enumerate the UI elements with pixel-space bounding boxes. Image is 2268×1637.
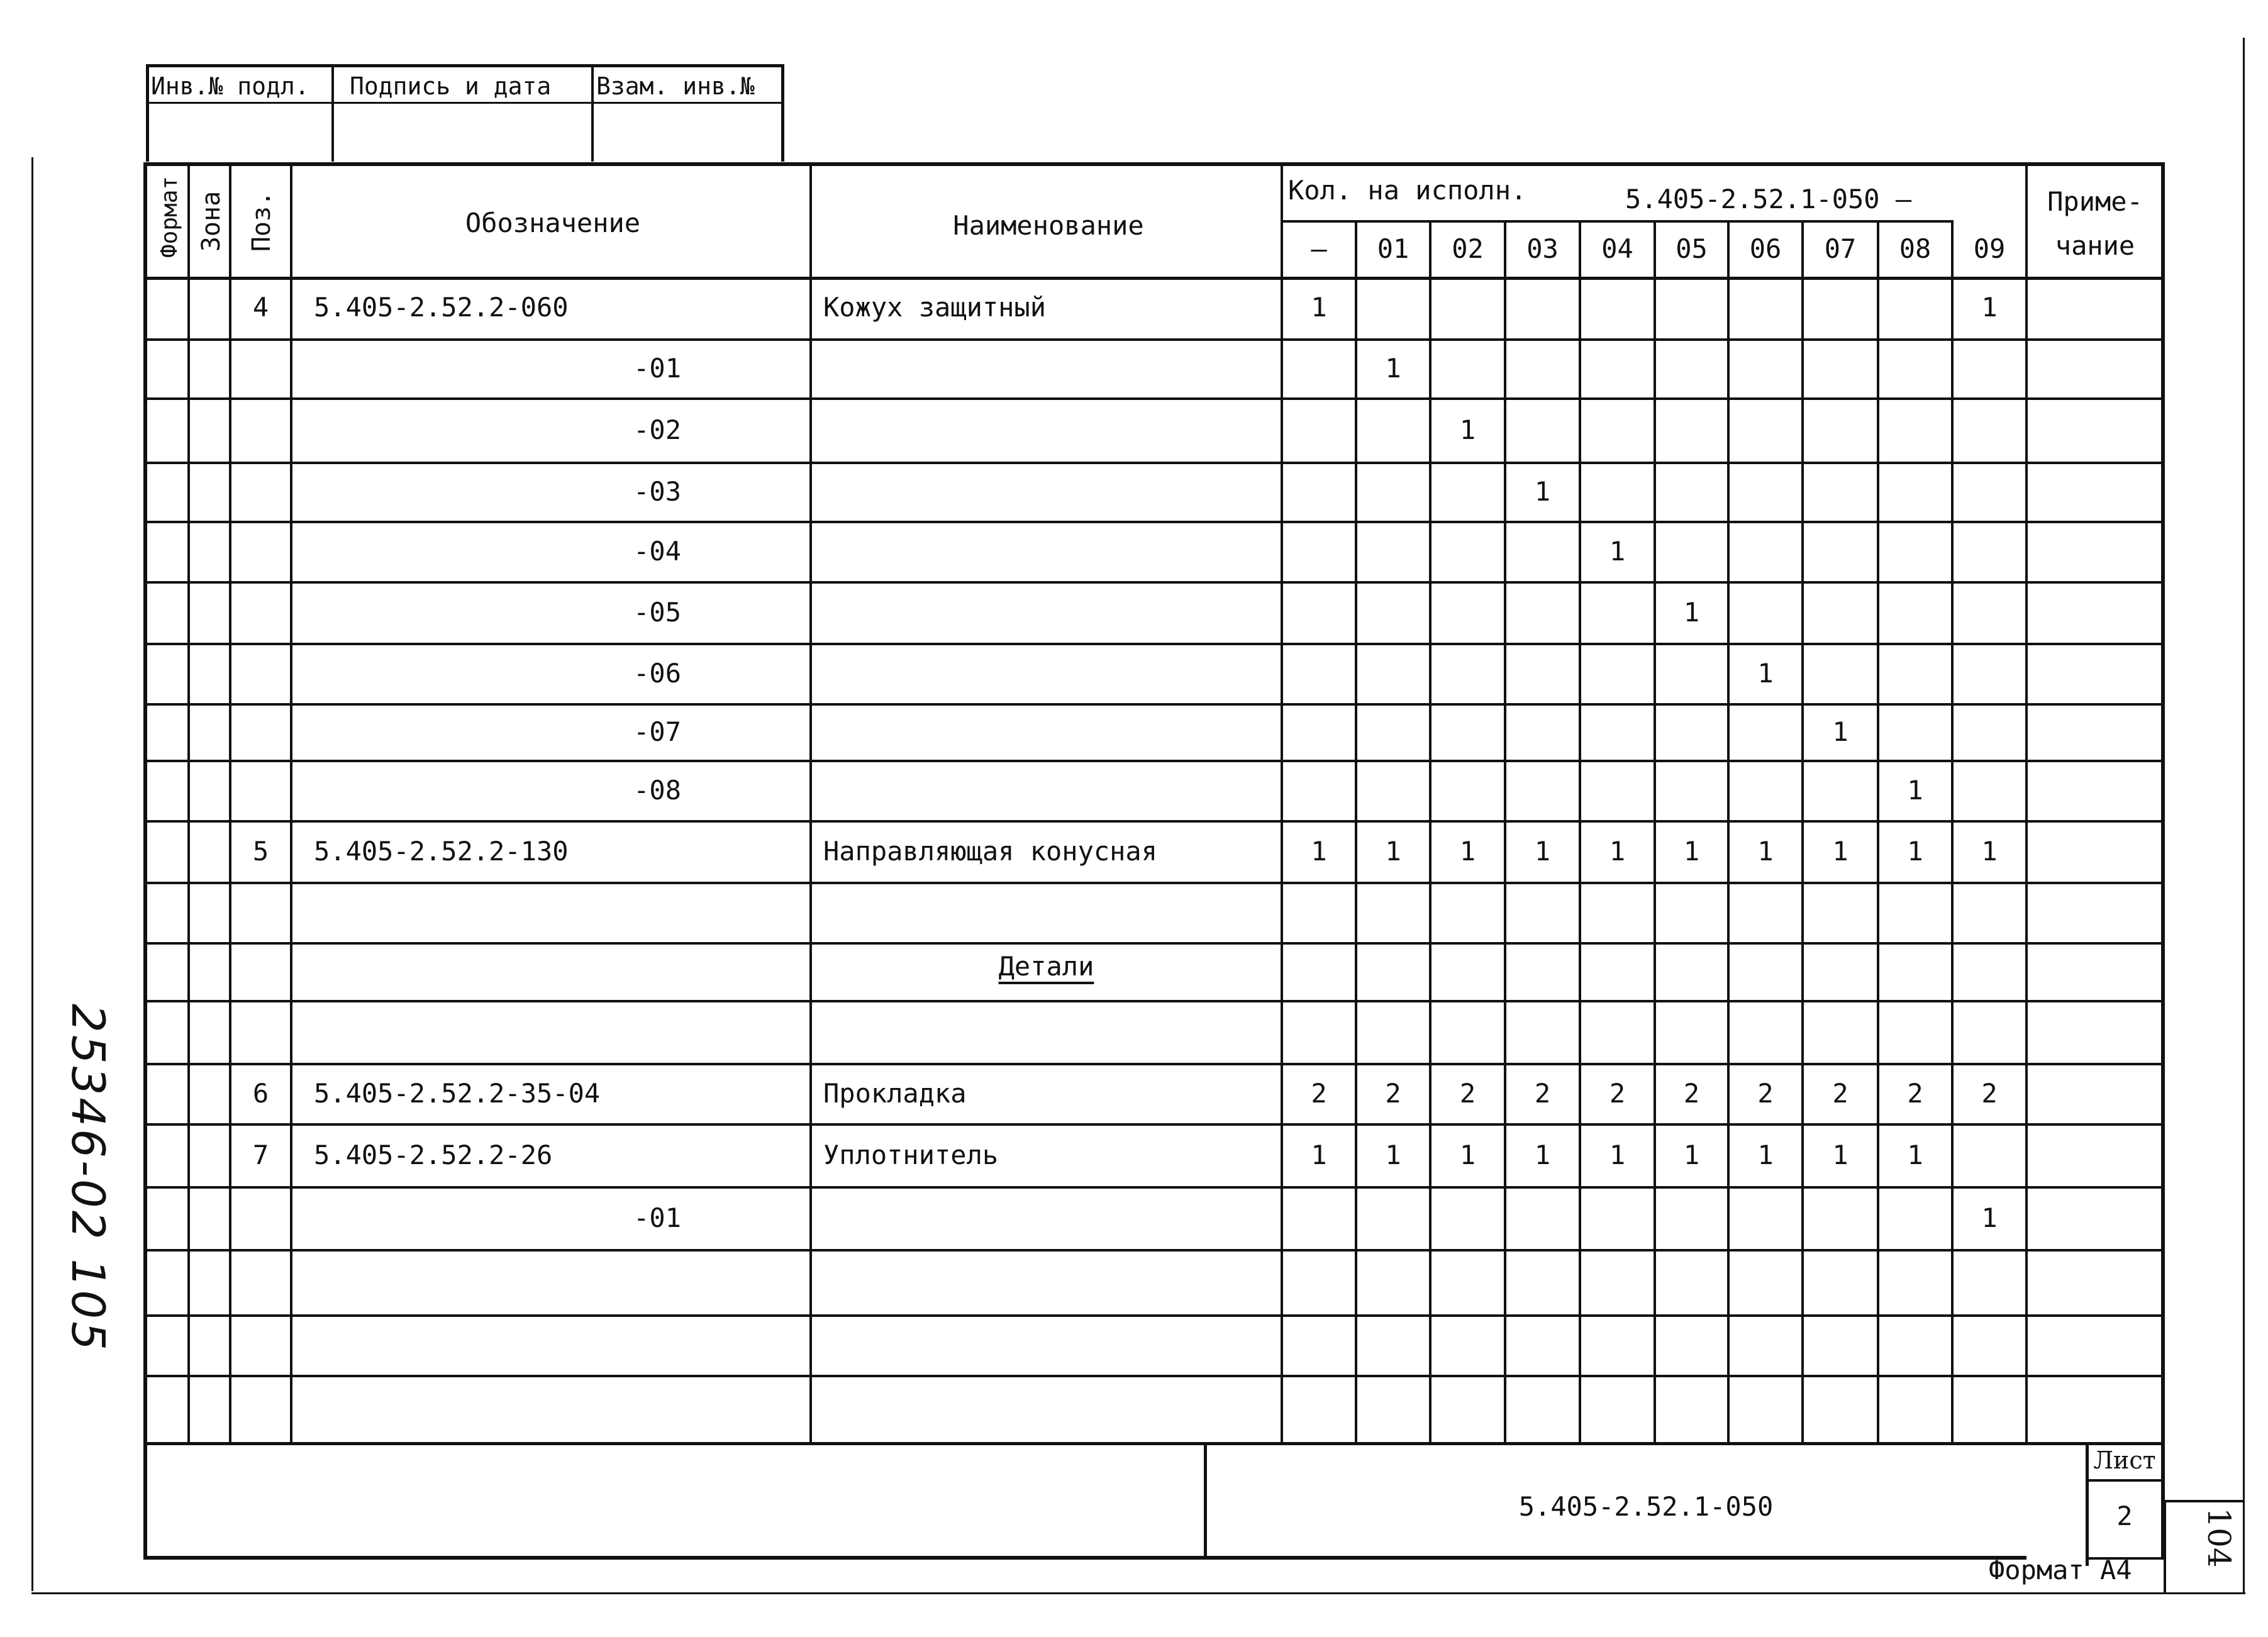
variant-header-line <box>1282 220 1952 223</box>
row-quantity: 1 <box>1683 597 1700 628</box>
frame-bottom <box>143 1556 2026 1560</box>
column-line <box>1727 220 1730 1444</box>
row-poz: 5 <box>252 836 269 867</box>
row-quantity: 2 <box>1459 1078 1476 1109</box>
header-primechanie-1: Приме- <box>2047 186 2143 217</box>
bottom-edge-line <box>31 1592 2245 1594</box>
column-line <box>1579 220 1581 1444</box>
row-quantity: 1 <box>1609 836 1626 867</box>
variant-header-base: – <box>1311 233 1327 264</box>
row-poz: 7 <box>252 1140 269 1170</box>
variant-header-07: 07 <box>1824 233 1857 264</box>
row-oboznachenie: 5.405-2.52.2-060 <box>314 292 569 323</box>
header-oboznachenie: Обозначение <box>465 208 641 238</box>
row-quantity: 1 <box>1534 836 1551 867</box>
title-list-label: Лист <box>2093 1446 2156 1474</box>
column-line <box>2025 162 2028 1444</box>
handwritten-number: 25346-02 105 <box>62 1004 114 1353</box>
stamp-vzam-inv: Взам. инв.№ <box>596 72 755 100</box>
row-quantity: 1 <box>1832 1140 1848 1170</box>
row-naimenovanie: Прокладка <box>823 1078 967 1109</box>
row-quantity: 1 <box>1385 1140 1401 1170</box>
header-format: Формат <box>157 175 182 258</box>
title-list-divider <box>2086 1479 2165 1482</box>
column-line <box>187 162 190 1444</box>
row-line <box>143 1063 2165 1065</box>
header-bottom <box>143 277 2165 280</box>
row-poz: 6 <box>252 1078 269 1109</box>
row-quantity: 2 <box>1683 1078 1700 1109</box>
row-line <box>143 703 2165 706</box>
row-quantity: 1 <box>1981 836 1998 867</box>
row-line <box>143 1186 2165 1189</box>
row-quantity: 1 <box>1832 716 1848 747</box>
row-oboznachenie-suffix: -01 <box>633 353 681 384</box>
row-quantity: 2 <box>1385 1078 1401 1109</box>
column-line <box>1877 220 1879 1444</box>
column-line <box>1801 220 1804 1444</box>
row-quantity: 1 <box>1609 536 1626 567</box>
row-quantity: 2 <box>1832 1078 1848 1109</box>
right-edge-line <box>2243 38 2245 1594</box>
variant-header-04: 04 <box>1601 233 1633 264</box>
row-quantity: 1 <box>1311 292 1327 323</box>
row-oboznachenie: 5.405-2.52.2-130 <box>314 836 569 867</box>
frame-top <box>143 162 2165 166</box>
row-oboznachenie-suffix: -03 <box>633 476 681 507</box>
row-quantity: 1 <box>1683 1140 1700 1170</box>
title-list-num: 2 <box>2116 1501 2133 1531</box>
row-naimenovanie: Направляющая конусная <box>823 836 1158 867</box>
header-primechanie-2: чание <box>2055 230 2135 261</box>
row-quantity: 1 <box>1907 775 1923 806</box>
row-line <box>143 397 2165 400</box>
row-oboznachenie: 5.405-2.52.2-26 <box>314 1140 553 1170</box>
row-line <box>143 942 2165 945</box>
row-line <box>143 1000 2165 1002</box>
row-line <box>143 820 2165 823</box>
row-quantity: 2 <box>1534 1078 1551 1109</box>
row-line <box>143 1314 2165 1317</box>
row-quantity: 1 <box>1459 1140 1476 1170</box>
row-quantity: 1 <box>1609 1140 1626 1170</box>
title-block-top <box>143 1442 2165 1445</box>
row-quantity: 1 <box>1757 658 1774 689</box>
row-line <box>143 760 2165 762</box>
row-line <box>143 1249 2165 1251</box>
variant-header-08: 08 <box>1899 233 1932 264</box>
row-quantity: 1 <box>1534 476 1551 507</box>
header-zona: Зона <box>197 191 226 252</box>
row-quantity: 2 <box>1981 1078 1998 1109</box>
row-quantity: 1 <box>1385 353 1401 384</box>
variant-header-03: 03 <box>1526 233 1559 264</box>
row-oboznachenie-suffix: -01 <box>633 1202 681 1233</box>
row-quantity: 1 <box>1311 836 1327 867</box>
row-oboznachenie-suffix: -08 <box>633 775 681 806</box>
stamp-inv-podl: Инв.№ подл. <box>151 72 309 100</box>
frame-right <box>2161 162 2165 1560</box>
format-label: Формат А4 <box>1989 1555 2132 1585</box>
row-line <box>143 521 2165 523</box>
row-quantity: 1 <box>1981 1202 1998 1233</box>
row-quantity: 1 <box>1981 292 1998 323</box>
variant-header-01: 01 <box>1377 233 1409 264</box>
row-quantity: 1 <box>1385 836 1401 867</box>
row-line <box>143 462 2165 464</box>
column-line <box>1429 220 1431 1444</box>
row-line <box>143 338 2165 341</box>
row-oboznachenie-suffix: -02 <box>633 414 681 445</box>
title-doc-code: 5.405-2.52.1-050 <box>1518 1491 1774 1522</box>
stamp-podpis-data: Подпись и дата <box>350 72 552 100</box>
header-naimenovanie: Наименование <box>953 210 1144 241</box>
header-poz: Поз. <box>247 191 276 252</box>
variant-header-06: 06 <box>1749 233 1782 264</box>
row-quantity: 2 <box>1609 1078 1626 1109</box>
row-quantity: 1 <box>1907 1140 1923 1170</box>
row-quantity: 1 <box>1459 414 1476 445</box>
frame-left <box>143 162 147 1560</box>
row-quantity: 1 <box>1683 836 1700 867</box>
side-page-number: 104 <box>2201 1507 2237 1568</box>
row-quantity: 2 <box>1311 1078 1327 1109</box>
row-quantity: 1 <box>1757 1140 1774 1170</box>
row-quantity: 1 <box>1311 1140 1327 1170</box>
row-oboznachenie-suffix: -05 <box>633 597 681 628</box>
side-box-left <box>2164 1500 2166 1594</box>
row-quantity: 1 <box>1757 836 1774 867</box>
row-line <box>143 1123 2165 1126</box>
row-oboznachenie-suffix: -06 <box>633 658 681 689</box>
row-oboznachenie: 5.405-2.52.2-35-04 <box>314 1078 601 1109</box>
row-oboznachenie-suffix: -07 <box>633 716 681 747</box>
row-line <box>143 643 2165 645</box>
row-line <box>143 882 2165 884</box>
column-line <box>1281 162 1283 1444</box>
variant-header-05: 05 <box>1676 233 1708 264</box>
row-line <box>143 1375 2165 1377</box>
row-quantity: 1 <box>1459 836 1476 867</box>
row-quantity: 1 <box>1534 1140 1551 1170</box>
column-line <box>1654 220 1656 1444</box>
column-line <box>809 162 812 1444</box>
row-quantity: 2 <box>1757 1078 1774 1109</box>
column-line <box>229 162 231 1444</box>
header-kol-na-ispoln: Кол. на исполн. <box>1288 175 1527 206</box>
row-oboznachenie-suffix: -04 <box>633 536 681 567</box>
column-line <box>1504 220 1506 1444</box>
left-edge-line <box>31 157 33 1591</box>
column-line <box>1355 220 1357 1444</box>
row-quantity: 1 <box>1832 836 1848 867</box>
variant-header-09: 09 <box>1973 233 2006 264</box>
row-naimenovanie: Уплотнитель <box>823 1140 999 1170</box>
row-quantity: 2 <box>1907 1078 1923 1109</box>
section-title: Детали <box>998 951 1094 982</box>
column-line <box>1951 220 1954 1444</box>
variant-header-02: 02 <box>1452 233 1484 264</box>
row-naimenovanie: Кожух защитный <box>823 292 1047 323</box>
row-quantity: 1 <box>1907 836 1923 867</box>
header-ispoln-code: 5.405-2.52.1-050 – <box>1625 184 1912 214</box>
row-poz: 4 <box>252 292 269 323</box>
row-line <box>143 581 2165 584</box>
